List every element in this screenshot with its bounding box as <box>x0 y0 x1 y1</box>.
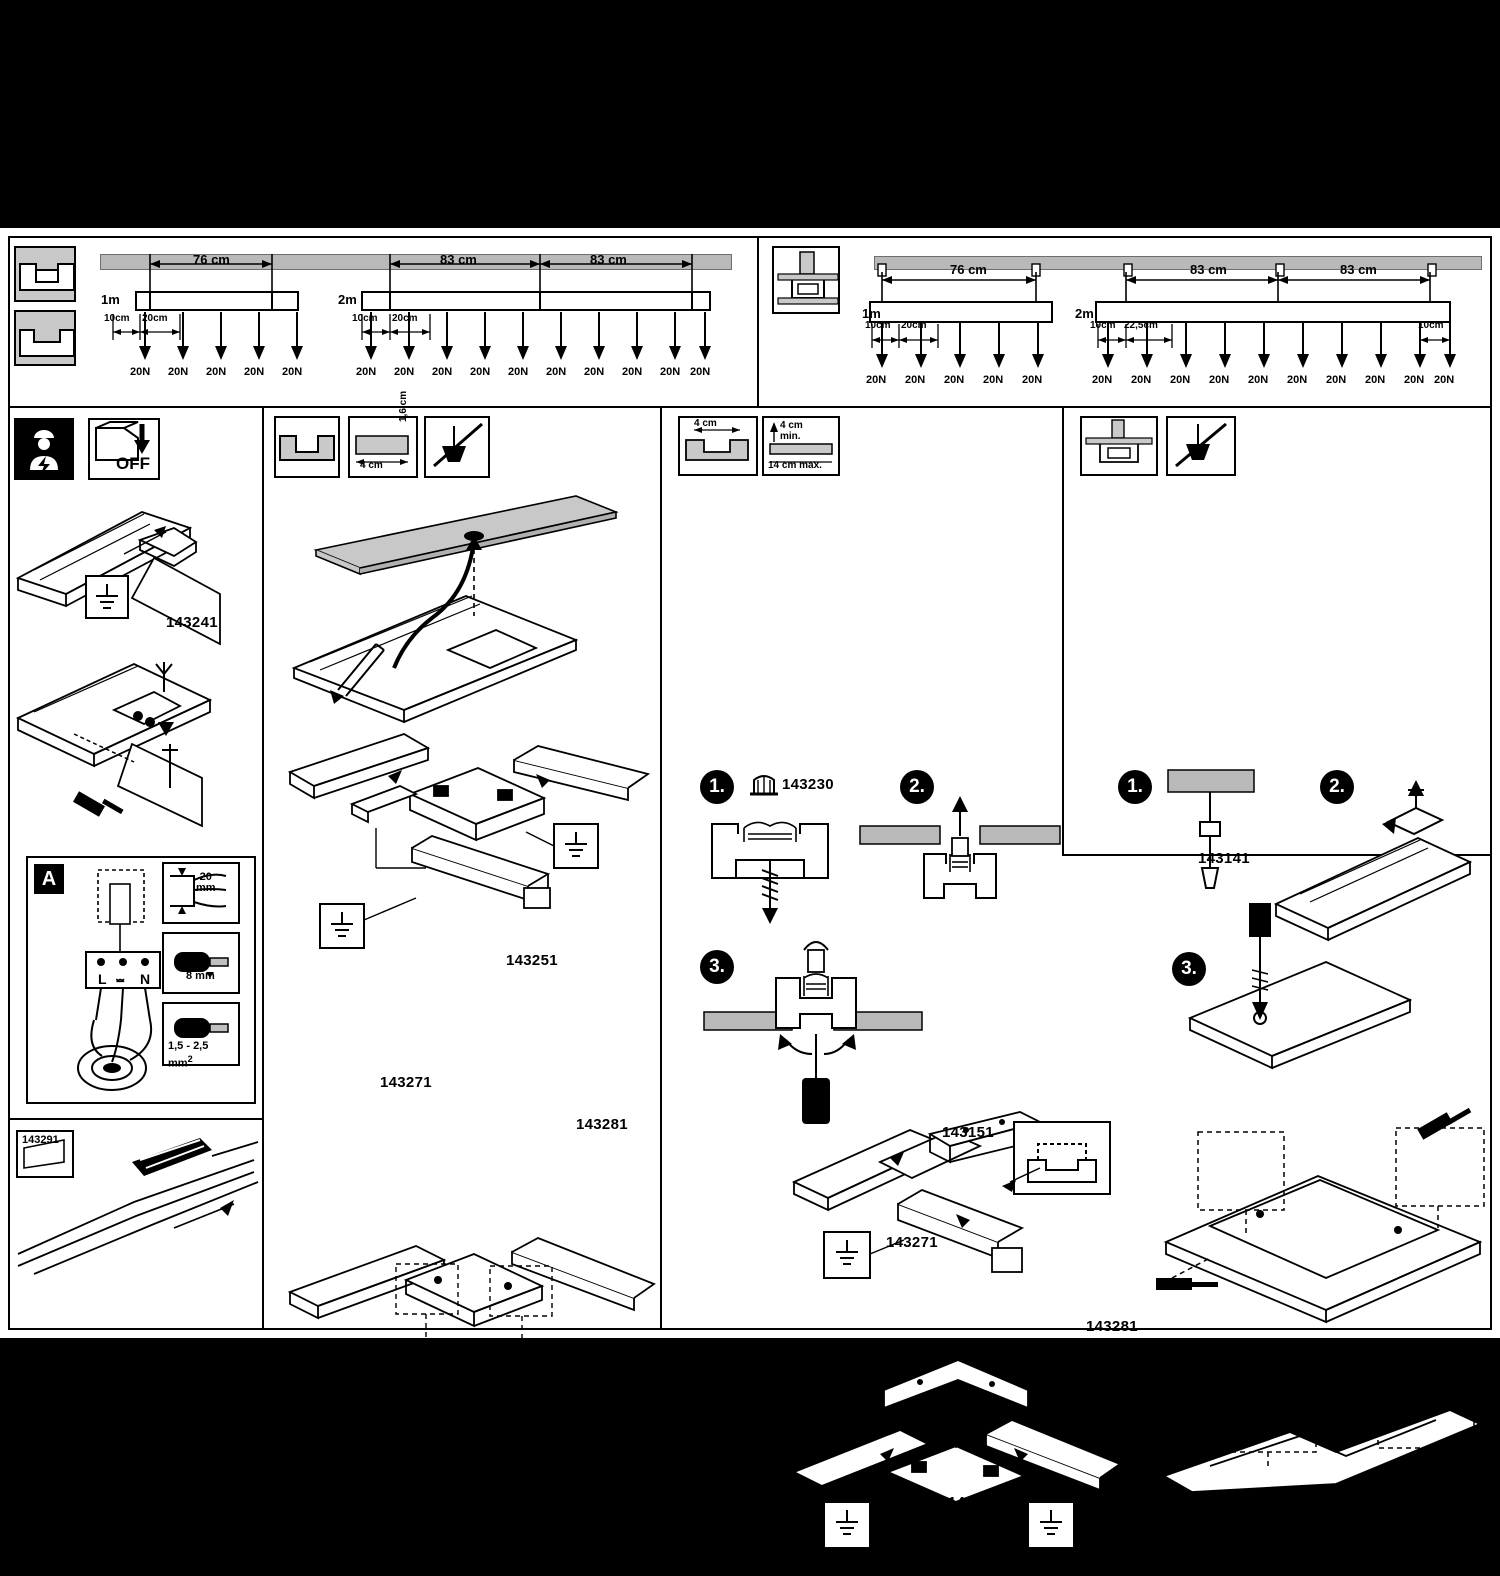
svg-text:L: L <box>98 971 107 987</box>
edge-10cm-e: 10cm <box>1418 320 1444 331</box>
step-3-badge: 3. <box>700 950 734 984</box>
part-143291: 143291 <box>22 1134 59 1146</box>
load-20n: 20N <box>584 366 605 378</box>
recessed-corner-drawing <box>780 1356 1120 1576</box>
off-label: OFF <box>116 454 150 473</box>
dim-83cm-b: 83 cm <box>590 252 627 267</box>
ceiling-feed-drawing <box>276 492 656 722</box>
load-20n: 20N <box>1326 374 1347 386</box>
dim-76cm-b: 76 cm <box>950 262 987 277</box>
recessed-install-drawing-2 <box>1150 1358 1490 1558</box>
profile-section-thumb <box>274 416 340 478</box>
load-20n: 20N <box>244 366 265 378</box>
part-143151: 143151 <box>942 1124 994 1141</box>
load-20n: 20N <box>1170 374 1191 386</box>
gap-20cm-c: 20cm <box>901 320 927 331</box>
part-143251: 143251 <box>506 952 558 969</box>
load-20n: 20N <box>622 366 643 378</box>
load-20n: 20N <box>1365 374 1386 386</box>
dim-76cm: 76 cm <box>193 252 230 267</box>
part-143281-b: 143281 <box>1086 1318 1138 1335</box>
load-20n: 20N <box>690 366 711 378</box>
step-1-badge: 1. <box>700 770 734 804</box>
load-20n: 20N <box>168 366 189 378</box>
part-143271: 143271 <box>380 1074 432 1091</box>
step-2-badge: 2. <box>900 770 934 804</box>
len-1m-b: 1m <box>862 306 881 321</box>
gap-20cm-a: 20cm <box>142 313 168 324</box>
load-20n: 20N <box>983 374 1004 386</box>
len-2m: 2m <box>338 292 357 307</box>
edge-10cm-a: 10cm <box>104 313 130 324</box>
load-20n: 20N <box>470 366 491 378</box>
dim-4cm: 4 cm <box>360 460 383 471</box>
gap-22-5cm: 22,5cm <box>1124 320 1158 331</box>
part-143271-b: 143271 <box>886 1234 938 1251</box>
detail-A-label: A <box>34 864 64 894</box>
len-2m-b: 2m <box>1075 306 1094 321</box>
gap-20cm-b: 20cm <box>392 313 418 324</box>
dim-14cm-max: 14 cm max. <box>768 460 822 471</box>
strip-20mm-label: 20 mm <box>196 871 216 894</box>
load-20n: 20N <box>1248 374 1269 386</box>
step1-drawing <box>700 814 880 934</box>
dim-4cm-b: 4 cm <box>694 418 717 429</box>
dim-1-6cm: 1,6 cm <box>398 390 409 422</box>
part-143230: 143230 <box>782 776 834 793</box>
load-20n: 20N <box>508 366 529 378</box>
divider-col2 <box>660 406 662 1328</box>
suspension-fix-drawing <box>1160 878 1440 1078</box>
instruction-sheet <box>0 228 1500 1511</box>
step-1-badge-b: 1. <box>1118 770 1152 804</box>
step2-drawing <box>860 796 1060 936</box>
load-20n: 20N <box>1287 374 1308 386</box>
edge-10cm-d: 10cm <box>1090 320 1116 331</box>
svg-text:⏕: ⏕ <box>116 972 125 987</box>
suspended-section-thumb <box>1080 416 1158 476</box>
load-20n: 20N <box>130 366 151 378</box>
dim-4cm-min: 4 cm min. <box>780 420 803 442</box>
no-pendant-icon-2 <box>1166 416 1236 476</box>
load-20n: 20N <box>1022 374 1043 386</box>
load-20n: 20N <box>1092 374 1113 386</box>
part-143281: 143281 <box>576 1116 628 1133</box>
no-pendant-icon <box>424 416 490 478</box>
cable-section-label: 1,5 - 2,5 $mm^2$ <box>168 1040 209 1070</box>
load-20n: 20N <box>1434 374 1455 386</box>
divider-col1-bottom <box>8 1118 262 1120</box>
load-20n: 20N <box>356 366 377 378</box>
load-20n: 20N <box>546 366 567 378</box>
part-143141: 143141 <box>1198 850 1250 867</box>
recess-width-thumb <box>678 416 758 476</box>
feed-wiring-drawing <box>14 658 264 858</box>
load-20n: 20N <box>432 366 453 378</box>
step-3-badge-b: 3. <box>1172 952 1206 986</box>
corner-connector-drawing <box>276 728 656 978</box>
divider-top-band <box>8 406 1492 408</box>
corner-joint-drawing <box>276 1168 656 1398</box>
cut-accessory-drawing <box>14 1124 264 1294</box>
part-143241: 143241 <box>166 614 218 631</box>
part-143152: 143152 <box>906 1340 958 1357</box>
recessed-install-drawing-1 <box>1150 1118 1490 1328</box>
strip-8mm-label: 8 mm <box>186 970 215 982</box>
load-20n: 20N <box>1209 374 1230 386</box>
load-20n: 20N <box>1404 374 1425 386</box>
load-20n: 20N <box>206 366 227 378</box>
electrician-icon <box>14 418 74 480</box>
edge-10cm-b: 10cm <box>352 313 378 324</box>
len-1m: 1m <box>101 292 120 307</box>
dim-83cm-c: 83 cm <box>1190 262 1227 277</box>
dim-83cm-d: 83 cm <box>1340 262 1377 277</box>
part-143251-b: 143251 <box>948 1494 1000 1511</box>
svg-text:N: N <box>140 971 151 987</box>
load-20n: 20N <box>866 374 887 386</box>
edge-10cm-c: 10cm <box>865 320 891 331</box>
load-20n: 20N <box>1131 374 1152 386</box>
divider-col3 <box>1062 406 1064 856</box>
load-20n: 20N <box>905 374 926 386</box>
load-20n: 20N <box>282 366 303 378</box>
strip-8mm-box <box>162 932 240 994</box>
step3-drawing <box>700 928 950 1118</box>
profile-dims-thumb <box>348 416 418 478</box>
step-2-badge-b: 2. <box>1320 770 1354 804</box>
load-20n: 20N <box>394 366 415 378</box>
load-20n: 20N <box>944 374 965 386</box>
load-20n: 20N <box>660 366 681 378</box>
dim-83cm-a: 83 cm <box>440 252 477 267</box>
